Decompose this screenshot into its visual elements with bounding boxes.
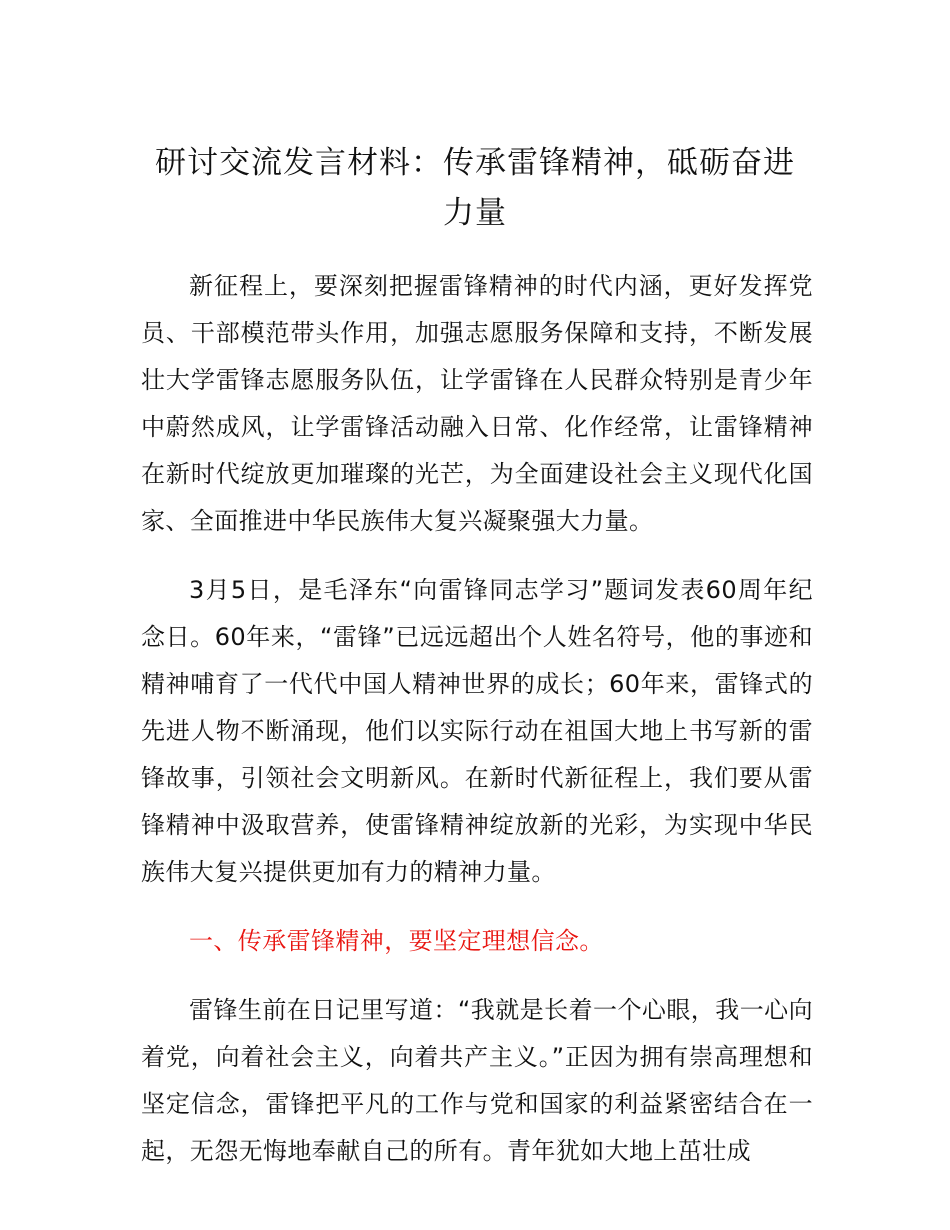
document-title: 研讨交流发言材料：传承雷锋精神，砥砺奋进力量 xyxy=(155,145,795,231)
body-paragraph-1: 新征程上，要深刻把握雷锋精神的时代内涵，更好发挥党员、干部模范带头作用，加强志愿服务保障和支持，不断发展壮大学雷锋志愿服务队伍，让学雷锋在人民群众特别是青少年中蔚然成风，让学雷锋活动融入日常、化作经常，让雷锋精神在新时代绽放更加璀璨的光芒，为全面建设社会主义现代化国家、全面推进中华民族伟大复兴凝聚强大力量。 xyxy=(141,272,813,535)
document-body xyxy=(141,263,813,1197)
section-paragraph: 雷锋生前在日记里写道：“我就是长着一个心眼，我一心向着党，向着社会主义，向着共产主义。”正因为拥有崇高理想和坚定信念，雷锋把平凡的工作与党和国家的利益紧密结合在一起，无怨无悔地奉献自己的所有。青年犹如大地上茁壮成 xyxy=(141,996,813,1165)
body-paragraph-2: 3月5日，是毛泽东“向雷锋同志学习”题词发表60周年纪念日。60年来，“雷锋”已远远超出个人姓名符号，他的事迹和精神哺育了一代代中国人精神世界的成长；60年来，雷锋式的先进人物不断涌现，他们以实际行动在祖国大地上书写新的雷锋故事，引领社会文明新风。在新时代新征程上，我们要从雷锋精神中汲取营养，使雷锋精神绽放新的光彩，为实现中华民族伟大复兴提供更加有力的精神力量。 xyxy=(141,576,813,886)
section-heading: 一、传承雷锋精神，要坚定理想信念。 xyxy=(189,927,604,955)
